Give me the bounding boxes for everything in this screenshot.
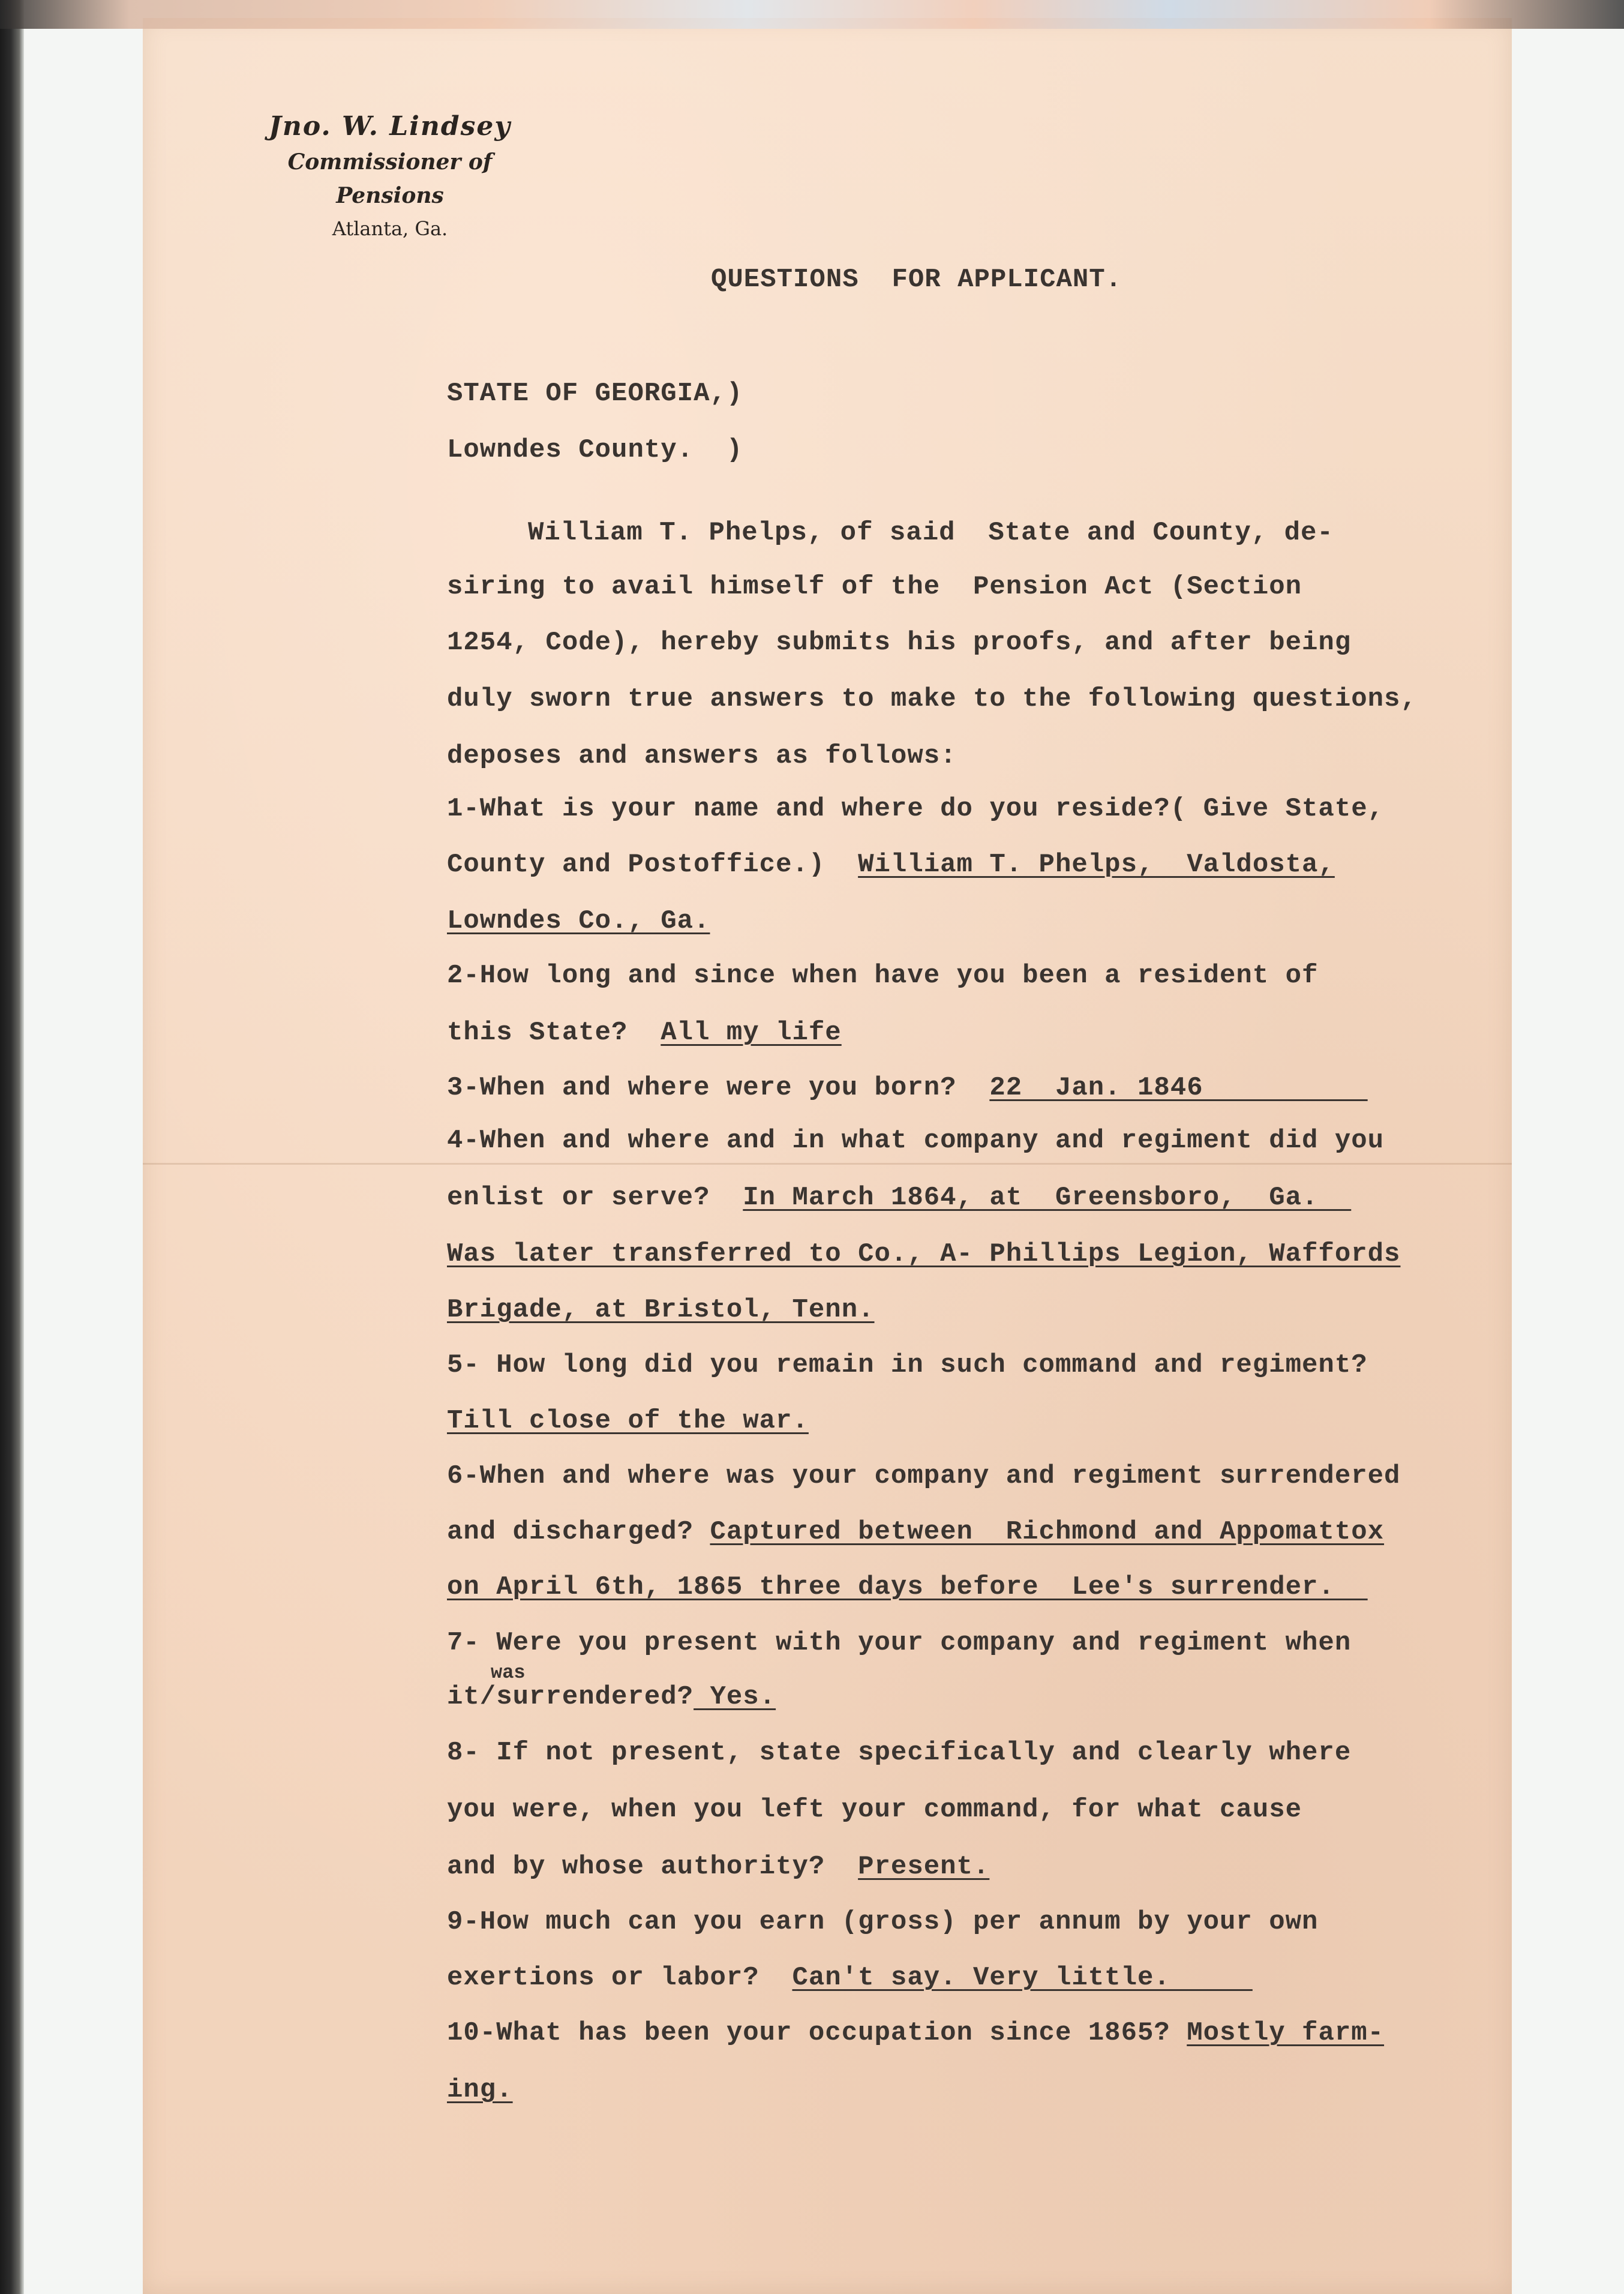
- intro-line-3: 1254, Code), hereby submits his proofs, and after being: [447, 628, 1352, 658]
- answer-2: All my life: [661, 1018, 842, 1048]
- question-2-line-1: 2-How long and since when have you been a resident of: [447, 961, 1319, 991]
- intro-line-4: duly sworn true answers to make to the following questions,: [447, 684, 1417, 714]
- question-8-line-3: [447, 1850, 989, 1884]
- question-6-text: and discharged?: [447, 1517, 710, 1547]
- letterhead-name: Jno. W. Lindsey: [269, 111, 511, 142]
- answer-4-line-1: In March 1864, at Greensboro, Ga.: [743, 1183, 1352, 1213]
- letterhead-place: Atlanta, Ga.: [332, 217, 448, 240]
- scan-top-band: [0, 0, 1624, 29]
- question-9-text: exertions or labor?: [447, 1963, 793, 1993]
- question-1-line-1: 1-What is your name and where do you reside?( Give State,: [447, 794, 1385, 824]
- answer-8: Present.: [858, 1852, 990, 1882]
- caption-county: Lowndes County. ): [447, 435, 743, 465]
- answer-10-line-2: ing.: [447, 2075, 513, 2105]
- question-4-line-1: 4-When and where and in what company and regiment did you: [447, 1126, 1385, 1156]
- answer-1-line-2: Lowndes Co., Ga.: [447, 906, 710, 936]
- question-4-line-2: [447, 1181, 1351, 1215]
- question-8-line-2: you were, when you left your command, for what cause: [447, 1795, 1302, 1825]
- answer-4-line-3: Brigade, at Bristol, Tenn.: [447, 1295, 875, 1325]
- answer-6-line-2: on April 6th, 1865 three days before Lee's surrender.: [447, 1572, 1368, 1602]
- answer-6-line-1: Captured between Richmond and Appomattox: [710, 1517, 1385, 1547]
- answer-5: Till close of the war.: [447, 1406, 809, 1436]
- answer-7: Yes.: [694, 1682, 776, 1712]
- question-4-text: enlist or serve?: [447, 1183, 743, 1213]
- document-heading: QUESTIONS FOR APPLICANT.: [711, 265, 1122, 295]
- question-5-line: 5- How long did you remain in such command and regiment?: [447, 1350, 1368, 1380]
- question-8-text: and by whose authority?: [447, 1852, 858, 1882]
- question-7-interlineation: was: [491, 1662, 526, 1684]
- caption-state: STATE OF GEORGIA,): [447, 379, 743, 409]
- question-7-text: it/surrendered?: [447, 1682, 694, 1712]
- question-2-line-2: [447, 1016, 842, 1049]
- letterhead: [240, 108, 540, 245]
- question-7-line-2: [447, 1680, 776, 1714]
- question-1-text: County and Postoffice.): [447, 850, 858, 880]
- question-9-line-1: 9-How much can you earn (gross) per annum by your own: [447, 1907, 1319, 1937]
- question-6-line-1: 6-When and where was your company and regiment surrendered: [447, 1461, 1401, 1491]
- question-8-line-1: 8- If not present, state specifically and clearly where: [447, 1738, 1352, 1768]
- intro-line-2: siring to avail himself of the Pension Act (Section: [447, 572, 1302, 602]
- answer-3: 22 Jan. 1846: [989, 1073, 1368, 1103]
- scan-left-edge: [0, 0, 24, 2294]
- answer-9: Can't say. Very little.: [792, 1963, 1253, 1993]
- answer-4-line-2: Was later transferred to Co., A- Phillips Legion, Waffords: [447, 1239, 1401, 1269]
- question-1-line-2: [447, 848, 1335, 881]
- question-2-text: this State?: [447, 1018, 661, 1048]
- letterhead-title: Commissioner of Pensions: [287, 149, 493, 208]
- intro-line-1: William T. Phelps, of said State and County, de-: [528, 518, 1334, 548]
- question-10-line-1: [447, 2016, 1384, 2050]
- answer-10-line-1: Mostly farm-: [1187, 2018, 1385, 2048]
- intro-line-5: deposes and answers as follows:: [447, 741, 957, 771]
- question-6-line-2: [447, 1515, 1384, 1549]
- question-9-line-2: [447, 1961, 1253, 1995]
- question-10-text: 10-What has been your occupation since 1865?: [447, 2018, 1187, 2048]
- question-3-line: [447, 1071, 1368, 1105]
- question-3-text: 3-When and where were you born?: [447, 1073, 990, 1103]
- paper-fold-line: [143, 1163, 1512, 1165]
- answer-1-line-1: William T. Phelps, Valdosta,: [858, 850, 1335, 880]
- question-7-line-1: 7- Were you present with your company and regiment when: [447, 1628, 1352, 1658]
